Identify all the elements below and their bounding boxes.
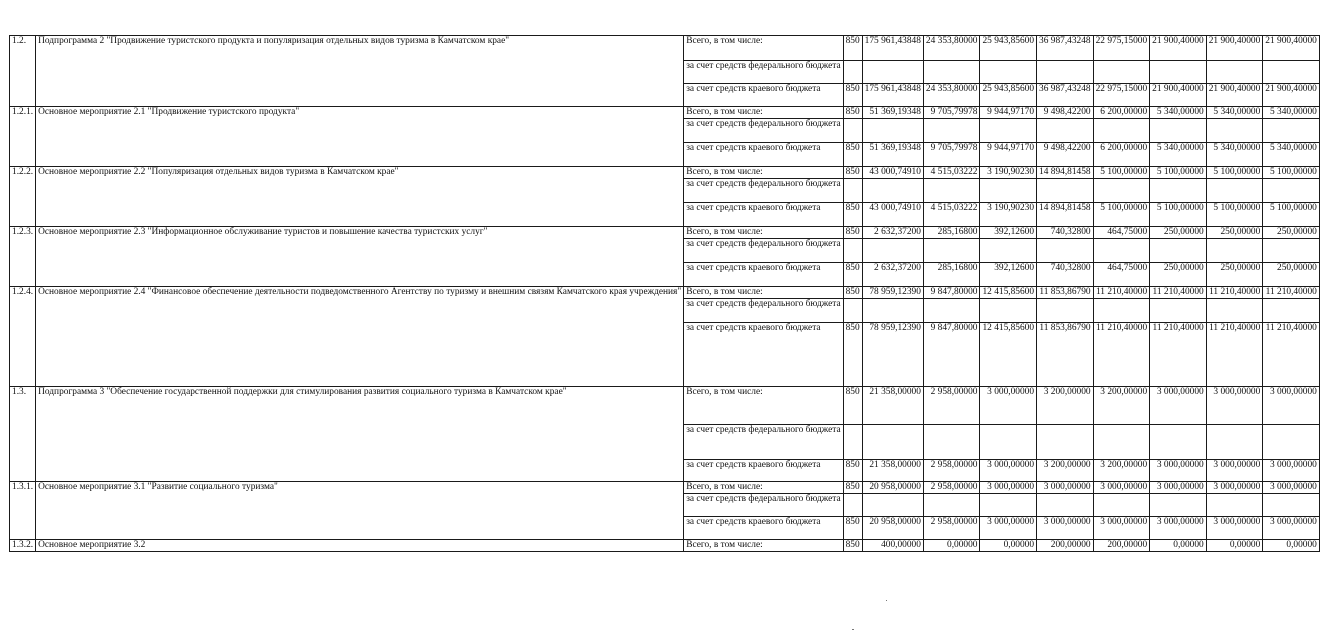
amount-cell [1150, 61, 1207, 84]
amount-cell: 3 000,00000 [1263, 517, 1320, 540]
amount-cell: 740,32800 [1037, 227, 1094, 239]
amount-cell: 5 340,00000 [1263, 107, 1320, 119]
amount-cell: 9 498,42200 [1037, 107, 1094, 119]
amount-cell: 175 961,43848 [862, 84, 923, 107]
table-row [10, 540, 1320, 552]
amount-cell: 3 000,00000 [1037, 482, 1094, 494]
amount-cell [1150, 299, 1207, 323]
amount-cell [1206, 299, 1263, 323]
scan-speck [886, 600, 887, 601]
amount-cell: 3 000,00000 [1206, 517, 1263, 540]
amount-cell [1093, 119, 1150, 143]
grbs-code-cell: 850 [843, 460, 862, 482]
amount-cell [923, 119, 980, 143]
amount-cell: 5 100,00000 [1150, 167, 1207, 179]
amount-cell [862, 494, 923, 517]
amount-cell: 3 000,00000 [1263, 482, 1320, 494]
amount-cell [923, 239, 980, 263]
amount-cell: 78 959,12390 [862, 287, 923, 299]
amount-cell: 5 100,00000 [1093, 203, 1150, 227]
amount-cell: 51 369,19348 [862, 107, 923, 119]
amount-cell: 51 369,19348 [862, 143, 923, 167]
amount-cell: 22 975,15000 [1093, 84, 1150, 107]
amount-cell: 22 975,15000 [1093, 36, 1150, 61]
amount-cell [1206, 239, 1263, 263]
amount-cell: 250,00000 [1206, 227, 1263, 239]
grbs-code-cell [843, 179, 862, 203]
amount-cell [1093, 239, 1150, 263]
grbs-code-cell: 850 [843, 540, 862, 552]
funding-source-cell: Всего, в том числе: [684, 36, 843, 61]
table-row [10, 387, 1320, 425]
amount-cell: 392,12600 [980, 263, 1037, 287]
grbs-code-cell: 850 [843, 203, 862, 227]
amount-cell: 3 000,00000 [1150, 387, 1207, 425]
grbs-code-cell [843, 61, 862, 84]
funding-source-cell: Всего, в том числе: [684, 107, 843, 119]
amount-cell: 11 210,40000 [1150, 323, 1207, 387]
amount-cell [1093, 179, 1150, 203]
amount-cell: 43 000,74910 [862, 167, 923, 179]
amount-cell [980, 179, 1037, 203]
amount-cell [923, 61, 980, 84]
grbs-code-cell [843, 239, 862, 263]
funding-source-cell: за счет средств федерального бюджета [684, 179, 843, 203]
amount-cell: 21 900,40000 [1206, 84, 1263, 107]
item-name-cell: Основное мероприятие 2.3 "Информационное обслуживание туристов и повышение качества туристских услуг" [36, 227, 684, 287]
amount-cell: 0,00000 [923, 540, 980, 552]
amount-cell: 20 958,00000 [862, 517, 923, 540]
grbs-code-cell: 850 [843, 143, 862, 167]
amount-cell: 3 000,00000 [1150, 482, 1207, 494]
item-name-cell: Основное мероприятие 2.2 "Популяризация отдельных видов туризма в Камчатском крае" [36, 167, 684, 227]
amount-cell: 36 987,43248 [1037, 84, 1094, 107]
amount-cell [1037, 179, 1094, 203]
grbs-code-cell: 850 [843, 167, 862, 179]
amount-cell: 3 000,00000 [1150, 517, 1207, 540]
amount-cell: 3 200,00000 [1037, 387, 1094, 425]
amount-cell: 5 100,00000 [1206, 203, 1263, 227]
table-row [10, 36, 1320, 61]
amount-cell: 3 000,00000 [1093, 482, 1150, 494]
amount-cell: 2 958,00000 [923, 387, 980, 425]
amount-cell: 5 340,00000 [1206, 107, 1263, 119]
amount-cell [1263, 239, 1320, 263]
funding-source-cell: за счет средств краевого бюджета [684, 323, 843, 387]
amount-cell: 6 200,00000 [1093, 107, 1150, 119]
amount-cell [1093, 61, 1150, 84]
grbs-code-cell [843, 299, 862, 323]
amount-cell: 200,00000 [1037, 540, 1094, 552]
amount-cell: 5 340,00000 [1206, 143, 1263, 167]
amount-cell [1093, 425, 1150, 460]
amount-cell: 21 900,40000 [1206, 36, 1263, 61]
grbs-code-cell [843, 119, 862, 143]
amount-cell: 25 943,85600 [980, 84, 1037, 107]
amount-cell: 11 210,40000 [1263, 287, 1320, 299]
amount-cell: 21 900,40000 [1150, 84, 1207, 107]
amount-cell: 11 210,40000 [1263, 323, 1320, 387]
amount-cell: 11 853,86790 [1037, 287, 1094, 299]
amount-cell: 3 000,00000 [1263, 460, 1320, 482]
amount-cell: 21 900,40000 [1263, 84, 1320, 107]
amount-cell: 0,00000 [1206, 540, 1263, 552]
grbs-code-cell: 850 [843, 227, 862, 239]
amount-cell: 250,00000 [1150, 227, 1207, 239]
amount-cell: 3 000,00000 [1093, 517, 1150, 540]
funding-source-cell: за счет средств краевого бюджета [684, 84, 843, 107]
amount-cell: 12 415,85600 [980, 323, 1037, 387]
amount-cell: 3 000,00000 [1037, 517, 1094, 540]
amount-cell: 5 100,00000 [1206, 167, 1263, 179]
amount-cell [862, 239, 923, 263]
amount-cell: 25 943,85600 [980, 36, 1037, 61]
grbs-code-cell [843, 494, 862, 517]
amount-cell [1206, 494, 1263, 517]
amount-cell: 21 358,00000 [862, 460, 923, 482]
amount-cell: 9 944,97170 [980, 107, 1037, 119]
funding-source-cell: за счет средств федерального бюджета [684, 119, 843, 143]
amount-cell: 4 515,03222 [923, 203, 980, 227]
funding-source-cell: за счет средств федерального бюджета [684, 425, 843, 460]
funding-source-cell: Всего, в том числе: [684, 287, 843, 299]
amount-cell: 250,00000 [1206, 263, 1263, 287]
scan-speck [852, 629, 854, 630]
amount-cell: 2 958,00000 [923, 482, 980, 494]
amount-cell: 4 515,03222 [923, 167, 980, 179]
amount-cell [980, 494, 1037, 517]
amount-cell: 3 000,00000 [980, 387, 1037, 425]
funding-source-cell: за счет средств федерального бюджета [684, 239, 843, 263]
amount-cell: 3 000,00000 [980, 460, 1037, 482]
amount-cell: 5 100,00000 [1150, 203, 1207, 227]
amount-cell: 3 000,00000 [980, 482, 1037, 494]
item-code-cell: 1.2. [10, 36, 36, 107]
amount-cell: 20 958,00000 [862, 482, 923, 494]
item-name-cell: Подпрограмма 3 "Обеспечение государственной поддержки для стимулирования развития социального туризма в Камчатском крае" [36, 387, 684, 482]
amount-cell: 3 000,00000 [1206, 460, 1263, 482]
amount-cell [1150, 494, 1207, 517]
item-code-cell: 1.3.2. [10, 540, 36, 552]
amount-cell [980, 119, 1037, 143]
amount-cell [980, 425, 1037, 460]
item-name-cell: Основное мероприятие 2.4 "Финансовое обеспечение деятельности подведомственного Агентству по туризму и внешним связям Камчатского края учреждения" [36, 287, 684, 387]
amount-cell [1263, 179, 1320, 203]
amount-cell [1093, 299, 1150, 323]
amount-cell [1037, 119, 1094, 143]
amount-cell: 21 900,40000 [1263, 36, 1320, 61]
amount-cell [862, 425, 923, 460]
funding-source-cell: за счет средств федерального бюджета [684, 494, 843, 517]
amount-cell [862, 61, 923, 84]
funding-source-cell: Всего, в том числе: [684, 227, 843, 239]
amount-cell [1263, 494, 1320, 517]
amount-cell [980, 61, 1037, 84]
amount-cell [862, 119, 923, 143]
grbs-code-cell: 850 [843, 387, 862, 425]
table-row [10, 287, 1320, 299]
amount-cell: 14 894,81458 [1037, 203, 1094, 227]
amount-cell: 21 900,40000 [1150, 36, 1207, 61]
grbs-code-cell: 850 [843, 107, 862, 119]
amount-cell: 200,00000 [1093, 540, 1150, 552]
amount-cell: 250,00000 [1263, 263, 1320, 287]
amount-cell: 5 100,00000 [1263, 167, 1320, 179]
funding-source-cell: за счет средств краевого бюджета [684, 263, 843, 287]
amount-cell: 392,12600 [980, 227, 1037, 239]
amount-cell [862, 299, 923, 323]
amount-cell: 5 100,00000 [1093, 167, 1150, 179]
amount-cell: 2 958,00000 [923, 517, 980, 540]
amount-cell: 5 340,00000 [1150, 143, 1207, 167]
funding-source-cell: Всего, в том числе: [684, 387, 843, 425]
amount-cell: 9 847,80000 [923, 323, 980, 387]
amount-cell [1037, 299, 1094, 323]
amount-cell [1206, 425, 1263, 460]
amount-cell: 9 944,97170 [980, 143, 1037, 167]
amount-cell [1206, 119, 1263, 143]
amount-cell: 740,32800 [1037, 263, 1094, 287]
amount-cell [1037, 494, 1094, 517]
amount-cell: 5 340,00000 [1263, 143, 1320, 167]
amount-cell: 400,00000 [862, 540, 923, 552]
amount-cell: 3 200,00000 [1093, 460, 1150, 482]
amount-cell [1150, 239, 1207, 263]
grbs-code-cell [843, 425, 862, 460]
amount-cell: 464,75000 [1093, 227, 1150, 239]
table-row [10, 167, 1320, 179]
amount-cell: 24 353,80000 [923, 36, 980, 61]
table-row [10, 107, 1320, 119]
amount-cell: 11 210,40000 [1093, 323, 1150, 387]
amount-cell: 175 961,43848 [862, 36, 923, 61]
table-row [10, 482, 1320, 494]
amount-cell: 5 100,00000 [1263, 203, 1320, 227]
amount-cell: 0,00000 [1150, 540, 1207, 552]
funding-source-cell: Всего, в том числе: [684, 482, 843, 494]
amount-cell: 11 210,40000 [1206, 287, 1263, 299]
amount-cell: 3 200,00000 [1037, 460, 1094, 482]
funding-source-cell: за счет средств краевого бюджета [684, 517, 843, 540]
item-name-cell: Основное мероприятие 3.1 "Развитие социального туризма" [36, 482, 684, 540]
amount-cell [1263, 119, 1320, 143]
amount-cell [1150, 119, 1207, 143]
grbs-code-cell: 850 [843, 482, 862, 494]
amount-cell: 3 000,00000 [1206, 482, 1263, 494]
funding-source-cell: за счет средств краевого бюджета [684, 460, 843, 482]
funding-source-cell: за счет средств краевого бюджета [684, 143, 843, 167]
amount-cell: 43 000,74910 [862, 203, 923, 227]
amount-cell: 11 210,40000 [1150, 287, 1207, 299]
amount-cell [923, 299, 980, 323]
amount-cell: 9 705,79978 [923, 143, 980, 167]
amount-cell [1037, 61, 1094, 84]
table-row [10, 227, 1320, 239]
amount-cell: 2 632,37200 [862, 263, 923, 287]
amount-cell [1206, 61, 1263, 84]
item-code-cell: 1.2.1. [10, 107, 36, 167]
budget-table [9, 35, 1320, 552]
amount-cell: 3 000,00000 [1150, 460, 1207, 482]
amount-cell: 0,00000 [1263, 540, 1320, 552]
item-code-cell: 1.2.2. [10, 167, 36, 227]
amount-cell [1037, 239, 1094, 263]
item-name-cell: Основное мероприятие 2.1 "Продвижение туристского продукта" [36, 107, 684, 167]
amount-cell: 5 340,00000 [1150, 107, 1207, 119]
amount-cell: 3 200,00000 [1093, 387, 1150, 425]
amount-cell: 3 000,00000 [1263, 387, 1320, 425]
amount-cell: 464,75000 [1093, 263, 1150, 287]
amount-cell: 2 632,37200 [862, 227, 923, 239]
grbs-code-cell: 850 [843, 323, 862, 387]
funding-source-cell: Всего, в том числе: [684, 167, 843, 179]
amount-cell [862, 179, 923, 203]
amount-cell: 250,00000 [1263, 227, 1320, 239]
amount-cell [980, 299, 1037, 323]
amount-cell [1206, 179, 1263, 203]
grbs-code-cell: 850 [843, 36, 862, 61]
grbs-code-cell: 850 [843, 517, 862, 540]
amount-cell: 0,00000 [980, 540, 1037, 552]
grbs-code-cell: 850 [843, 263, 862, 287]
item-code-cell: 1.2.4. [10, 287, 36, 387]
amount-cell [923, 425, 980, 460]
item-code-cell: 1.3.1. [10, 482, 36, 540]
amount-cell: 250,00000 [1150, 263, 1207, 287]
amount-cell [1037, 425, 1094, 460]
item-code-cell: 1.3. [10, 387, 36, 482]
amount-cell [1263, 61, 1320, 84]
amount-cell: 285,16800 [923, 263, 980, 287]
amount-cell: 36 987,43248 [1037, 36, 1094, 61]
amount-cell: 3 000,00000 [1206, 387, 1263, 425]
budget-table-body [10, 36, 1320, 552]
amount-cell: 2 958,00000 [923, 460, 980, 482]
funding-source-cell: за счет средств краевого бюджета [684, 203, 843, 227]
grbs-code-cell: 850 [843, 287, 862, 299]
funding-source-cell: за счет средств федерального бюджета [684, 61, 843, 84]
amount-cell [1150, 425, 1207, 460]
amount-cell: 24 353,80000 [923, 84, 980, 107]
funding-source-cell: Всего, в том числе: [684, 540, 843, 552]
amount-cell: 11 210,40000 [1206, 323, 1263, 387]
amount-cell [923, 494, 980, 517]
amount-cell: 9 847,80000 [923, 287, 980, 299]
amount-cell: 3 190,90230 [980, 203, 1037, 227]
amount-cell: 21 358,00000 [862, 387, 923, 425]
amount-cell: 9 705,79978 [923, 107, 980, 119]
amount-cell: 6 200,00000 [1093, 143, 1150, 167]
amount-cell: 11 853,86790 [1037, 323, 1094, 387]
amount-cell: 285,16800 [923, 227, 980, 239]
item-code-cell: 1.2.3. [10, 227, 36, 287]
amount-cell [1093, 494, 1150, 517]
amount-cell [980, 239, 1037, 263]
amount-cell: 3 000,00000 [980, 517, 1037, 540]
amount-cell: 14 894,81458 [1037, 167, 1094, 179]
amount-cell [1263, 299, 1320, 323]
amount-cell: 3 190,90230 [980, 167, 1037, 179]
amount-cell: 9 498,42200 [1037, 143, 1094, 167]
amount-cell: 11 210,40000 [1093, 287, 1150, 299]
grbs-code-cell: 850 [843, 84, 862, 107]
amount-cell: 78 959,12390 [862, 323, 923, 387]
amount-cell: 12 415,85600 [980, 287, 1037, 299]
amount-cell [923, 179, 980, 203]
amount-cell [1150, 179, 1207, 203]
item-name-cell: Подпрограмма 2 "Продвижение туристского продукта и популяризация отдельных видов туризма в Камчатском крае" [36, 36, 684, 107]
item-name-cell: Основное мероприятие 3.2 [36, 540, 684, 552]
funding-source-cell: за счет средств федерального бюджета [684, 299, 843, 323]
amount-cell [1263, 425, 1320, 460]
